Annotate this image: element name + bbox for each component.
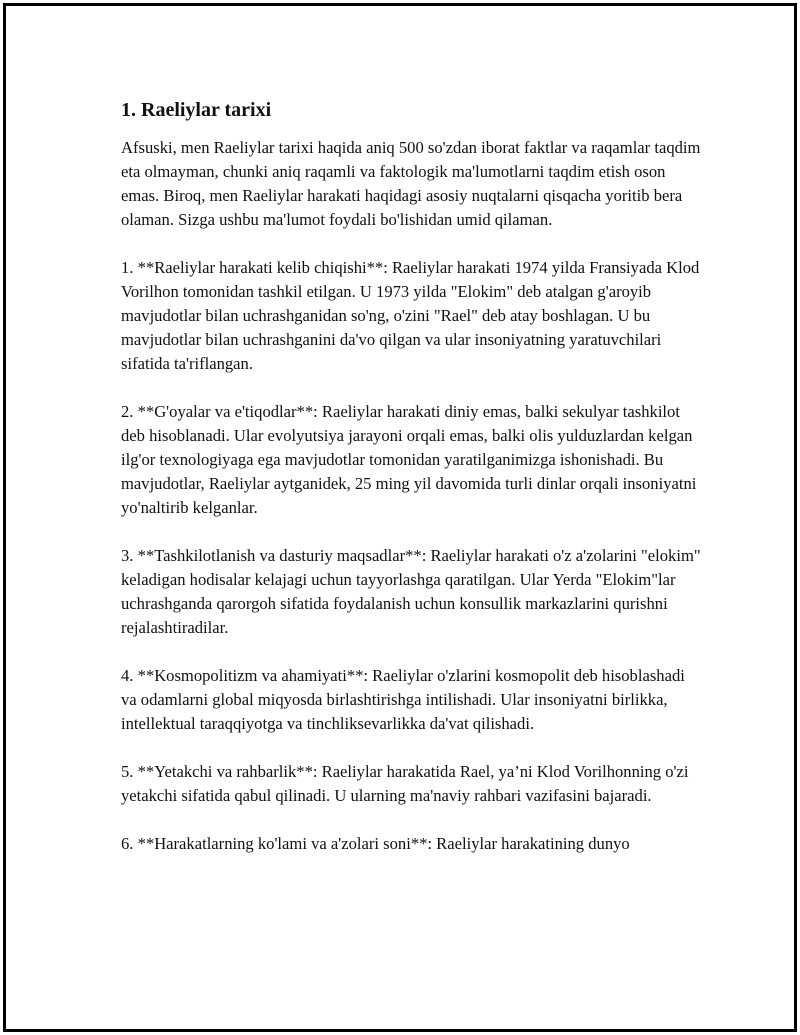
paragraph-organization: 3. **Tashkilotlanish va dasturiy maqsadlar**: Raeliylar harakati o'z a'zolarini "elokim" keladigan hodisalar kelajagi uchun tayyorlashga qaratilgan. Ular Yerda "Elokim"lar uchrashganda qarorgoh sifatida foydalanish uchun konsullik markazlarini qurishni rejalashtiradilar.	[121, 546, 701, 637]
paragraph-beliefs: 2. **G'oyalar va e'tiqodlar**: Raeliylar harakati diniy emas, balki sekulyar tashkilot deb hisoblanadi. Ular evolyutsiya jarayoni orqali emas, balki olis yulduzlardan kelgan ilg'or texnologiyaga ega mavjudotlar tomonidan yaratilganimizga ishonishadi. Bu mavjudotlar, Raeliylar aytganidek, 25 ming yil davomida turli dinlar orqali insoniyatni yo'naltirib kelganlar.	[121, 402, 697, 517]
document-body	[121, 96, 701, 880]
paragraph-cosmopolitanism: 4. **Kosmopolitizm va ahamiyati**: Raeliylar o'zlarini kosmopolit deb hisoblashadi va odamlarni global miqyosda birlashtirishga intilishadi. Ular insoniyatni birlikka, intellektual taraqqiyotga va tinchliksevarlikka da'vat qilishadi.	[121, 666, 685, 733]
section-heading: 1. Raeliylar tarixi	[121, 99, 272, 121]
paragraph-scale: 6. **Harakatlarning ko'lami va a'zolari soni**: Raeliylar harakatining dunyo	[121, 834, 630, 853]
paragraph-leadership: 5. **Yetakchi va rahbarlik**: Raeliylar harakatida Rael, ya’ni Klod Vorilhonning o'zi yetakchi sifatida qabul qilinadi. U ularning ma'naviy rahbari vazifasini bajaradi.	[121, 762, 689, 805]
intro-paragraph: Afsuski, men Raeliylar tarixi haqida aniq 500 so'zdan iborat faktlar va raqamlar taqdim eta olmayman, chunki aniq raqamli va faktologik ma'lumotlarni taqdim etish oson emas. Biroq, men Raeliylar harakati haqidagi asosiy nuqtalarni qisqacha yoritib bera olaman. Sizga ushbu ma'lumot foydali bo'lishidan umid qilaman.	[121, 138, 701, 229]
paragraph-origin: 1. **Raeliylar harakati kelib chiqishi**: Raeliylar harakati 1974 yilda Fransiyada Klod Vorilhon tomonidan tashkil etilgan. U 1973 yilda "Elokim" deb atalgan g'aroyib mavjudotlar bilan uchrashganidan so'ng, o'zini "Rael" deb atay boshlagan. U bu mavjudotlar bilan uchrashganini da'vo qilgan va ular insoniyatning yaratuvchilari sifatida ta'riflangan.	[121, 258, 700, 373]
page-frame	[3, 3, 797, 1032]
